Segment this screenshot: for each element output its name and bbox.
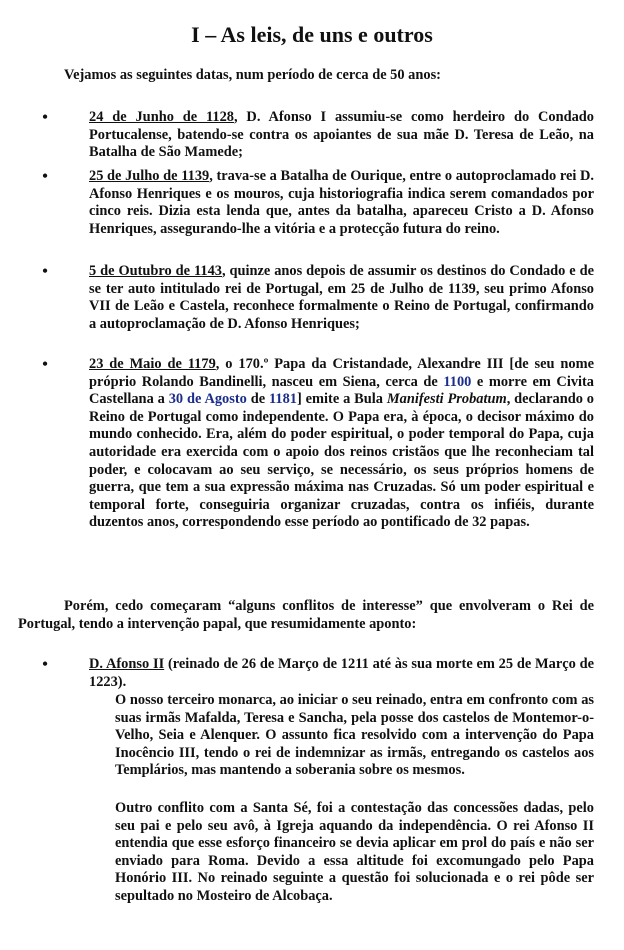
- bullet-point: •: [42, 656, 48, 673]
- afonso-paragraph-2: Outro conflito com a Santa Sé, foi a contestação das concessões dadas, pelo seu pai e pelo seu avô, à Igreja aquando da independência. O rei Afonso II entendia que esse esforço financeiro se devia aplicar em prol do país e não ser enviado para Roma. Devido a essa altitude foi excomungado pelo Papa Honório III. No reinado seguinte a questão foi solucionada e o rei pôde ser sepultado no Mosteiro de Alcobaça.: [115, 800, 594, 904]
- bullet-point: •: [42, 109, 48, 126]
- item-date: 23 de Maio de 1179: [89, 356, 216, 372]
- item-date: 5 de Outubro de 1143: [89, 263, 222, 279]
- afonso-paragraph-1: O nosso terceiro monarca, ao iniciar o seu reinado, entra em confronto com as suas irmãs Mafalda, Teresa e Sancha, pela posse dos castelos de Montemor-o-Velho, Seia e Alenquer. O assunto fica resolvido com a intervenção do Papa Inocêncio III, tendo o rei de indemnizar as irmãs, entregando os castelos aos Templários, mas mantendo a soberania sobre os mesmos.: [115, 692, 594, 779]
- item-text: e morre em Civita Castellana a: [89, 373, 595, 408]
- item-text: , o 170.º Papa da Cristandade, Alexandre III [de seu nome próprio Rolando Bandinelli, nasceu em Siena, cerca de: [89, 356, 594, 390]
- list-item: [89, 656, 594, 691]
- item-text: , D. Afonso I assumiu-se como herdeiro do Condado Portucalense, batendo-se contra os apoiantes de sua mãe D. Teresa de Leão, na Batalha de São Mamede;: [89, 109, 594, 161]
- intro-text: Vejamos as seguintes datas, num período de cerca de 50 anos:: [64, 67, 441, 83]
- item-date: 25 de Julho de 1139: [89, 168, 210, 184]
- date-link[interactable]: 30 de Agosto: [168, 391, 247, 408]
- item-text: , quinze anos depois de assumir os destinos do Condado e de se ter auto intitulado rei de Portugal, em 25 de Julho de 1139, seu primo Afonso VII de Leão e Castela, reconhece formalmente o Reino de Portugal, confirmando a autoproclamação de D. Afonso Henriques;: [89, 263, 594, 332]
- item-text: ] emite a Bula: [297, 391, 387, 408]
- list-item: [89, 109, 594, 162]
- list-item: [89, 263, 594, 333]
- item-date: 24 de Junho de 1128: [89, 109, 234, 125]
- list-item: [89, 356, 594, 532]
- year-link[interactable]: 1181: [269, 391, 297, 408]
- bullet-point: •: [42, 263, 48, 280]
- item-text: , trava-se a Batalha de Ourique, entre o autoproclamado rei D. Afonso Henriques e os mouros, cuja historiografia indica serem comandados por cinco reis. Dizia esta lenda que, antes da batalha, apareceu Cristo a D. Afonso Henriques, assegurando-lhe a vitória e a protecção futura do reino.: [89, 168, 594, 237]
- list-item: [89, 168, 594, 238]
- bullet-point: •: [42, 356, 48, 373]
- item-text: , declarando o Reino de Portugal como independente. O Papa era, à época, o decisor máximo do mundo conhecido. Era, além do poder espiritual, o poder temporal do Papa, cuja autoridade era exercida com o apoio dos reinos cristãos que lhe reconheciam tal poder, e colocavam ao seu serviço, se necessário, os seus próprios homens de guerra, que tem a sua expressão máxima nas Cruzadas. Só um poder espiritual e temporal forte, conseguiria organizar cruzadas, contra os infiéis, durante duzentos anos, correspondendo esse período ao pontificado de 32 papas.: [89, 391, 594, 531]
- reign-text: (reinado de 26 de Março de 1211 até às sua morte em 25 de Março de 1223).: [89, 656, 594, 690]
- bull-name: Manifesti Probatum: [386, 391, 507, 408]
- year-link[interactable]: 1100: [443, 373, 472, 390]
- transition-paragraph: Porém, cedo começaram “alguns conflitos de interesse” que envolveram o Rei de Portugal, tendo a intervenção papal, que resumidamente aponto:: [18, 598, 594, 632]
- king-name: D. Afonso II: [89, 656, 165, 672]
- item-text: de: [246, 391, 269, 408]
- page-title: I – As leis, de uns e outros: [191, 22, 433, 47]
- bullet-point: •: [42, 168, 48, 185]
